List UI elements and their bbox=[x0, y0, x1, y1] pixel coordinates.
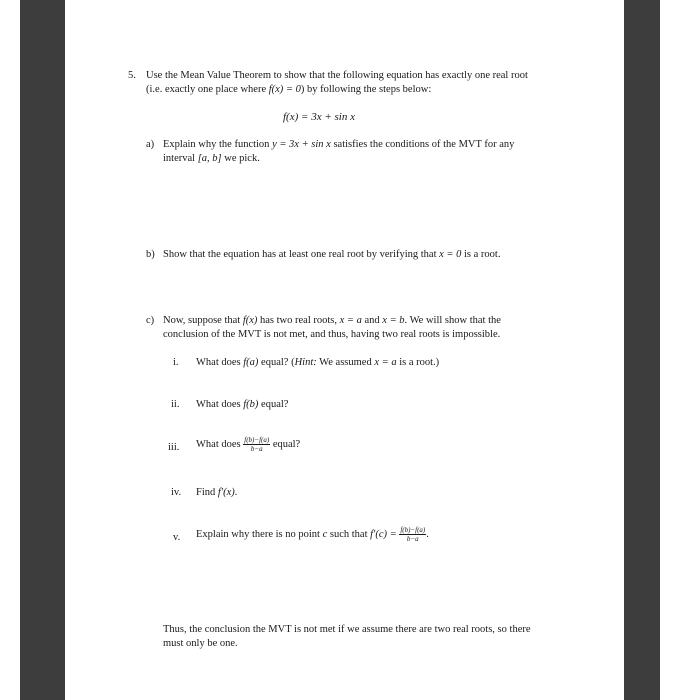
worksheet-page bbox=[65, 0, 624, 700]
difference-quotient-fraction: $\frac{f(b)-f(a)}{b-a}$ bbox=[244, 436, 270, 453]
part-b-label: b) bbox=[146, 249, 155, 260]
item-i-label: i. bbox=[173, 357, 179, 368]
conclusion-line1: Thus, the conclusion the MVT is not met if we assume there are two real roots, so there bbox=[163, 624, 531, 635]
item-iv-text: Find f′(x). bbox=[196, 487, 238, 498]
item-iv-label: iv. bbox=[171, 487, 182, 498]
item-ii-text: What does f(b) equal? bbox=[196, 399, 289, 410]
main-equation: f(x) = 3x + sin x bbox=[283, 111, 355, 123]
part-a-label: a) bbox=[146, 139, 155, 150]
item-v-label: v. bbox=[173, 532, 181, 543]
part-b-text: Show that the equation has at least one real root by verifying that x = 0 is a root. bbox=[163, 249, 501, 260]
item-iii-text: What does $\frac{f(b)-f(a)}{b-a}$ equal? bbox=[196, 436, 301, 453]
conclusion-line2: must only be one. bbox=[163, 638, 238, 649]
part-c-line2: conclusion of the MVT is not met, and thus, having two real roots is impossible. bbox=[163, 329, 501, 340]
part-c-label: c) bbox=[146, 315, 155, 326]
item-v-text: Explain why there is no point c such that f′(c) = $\frac{f(b)-f(a)}{b-a}$ . bbox=[196, 526, 429, 543]
item-iii-label: iii. bbox=[168, 442, 180, 453]
question-number: 5. bbox=[128, 70, 136, 81]
part-a-line1: Explain why the function y = 3x + sin x satisfies the conditions of the MVT for any bbox=[163, 139, 515, 150]
item-i-text: What does f(a) equal? (Hint: We assumed x = a is a root.) bbox=[196, 357, 440, 368]
part-a-line2: interval [a, b] we pick. bbox=[163, 153, 260, 164]
left-dark-border bbox=[20, 0, 65, 700]
question-intro-line1: Use the Mean Value Theorem to show that the following equation has exactly one real root bbox=[146, 70, 528, 81]
mvt-slope-fraction: $\frac{f(b)-f(a)}{b-a}$ bbox=[400, 526, 426, 543]
right-dark-border bbox=[624, 0, 660, 700]
item-ii-label: ii. bbox=[171, 399, 180, 410]
part-c-line1: Now, suppose that f(x) has two real roots, x = a and x = b. We will show that the bbox=[163, 315, 501, 326]
question-intro-line2: (i.e. exactly one place where f(x) = 0) by following the steps below: bbox=[146, 84, 432, 95]
